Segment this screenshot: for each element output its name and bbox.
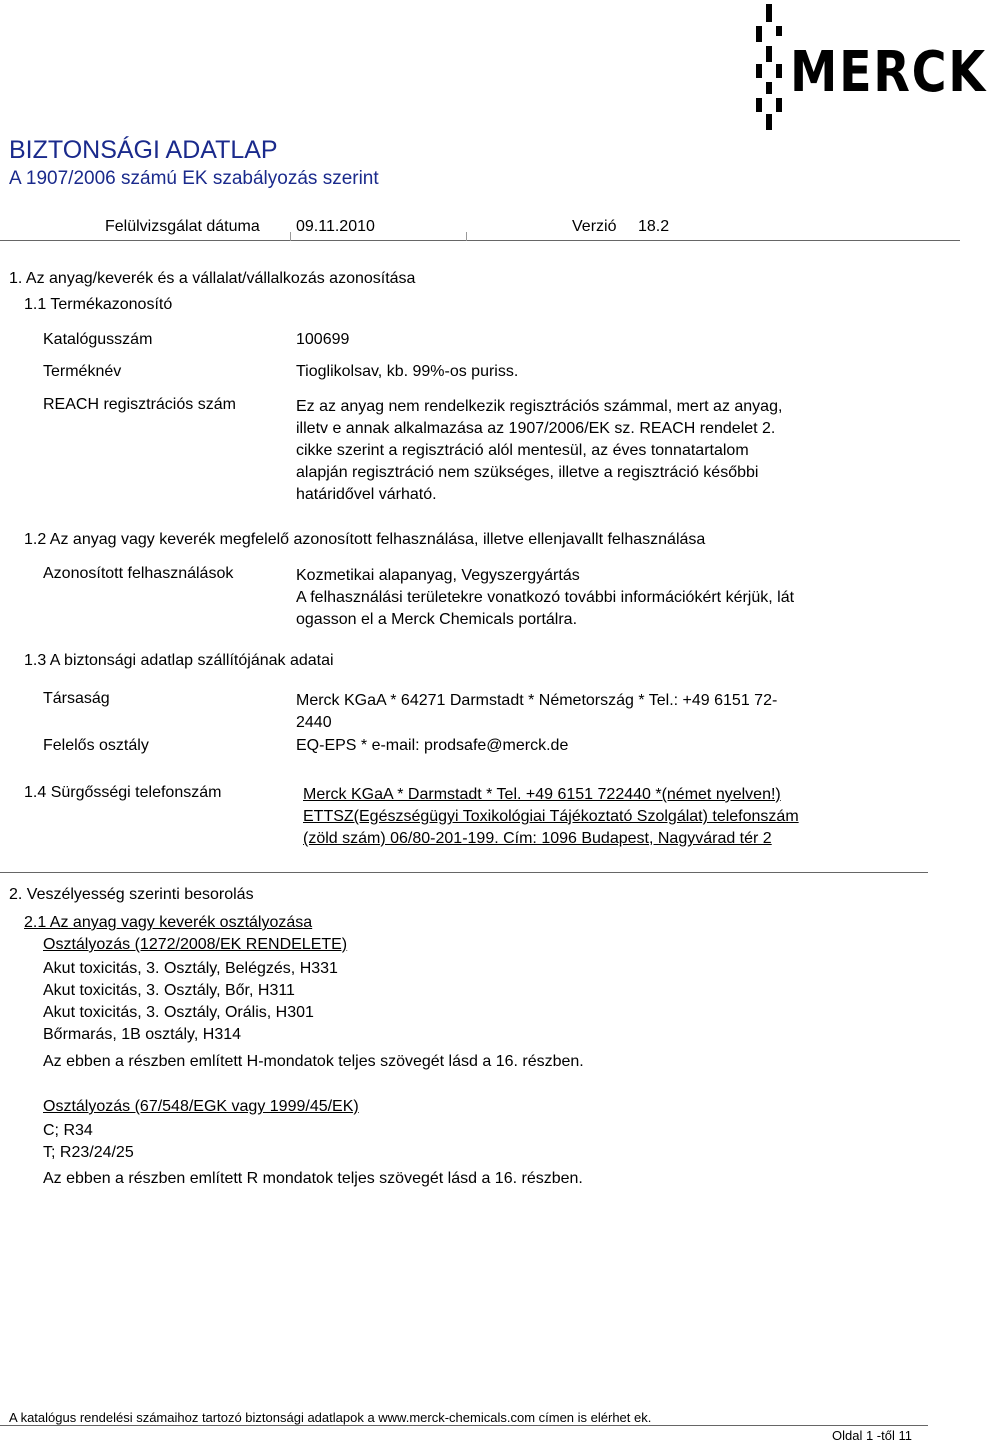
company-text <box>296 690 777 734</box>
dsd-heading: Osztályozás (67/548/EGK vagy 1999/45/EK) <box>43 1098 359 1115</box>
page-number: Oldal 1 -től 11 <box>832 1428 912 1443</box>
tick-mark <box>466 232 467 241</box>
department-value: EQ-EPS * e-mail: prodsafe@merck.de <box>296 737 569 754</box>
emergency-text <box>303 784 799 850</box>
uses-text <box>296 565 794 631</box>
department-label: Felelős osztály <box>43 737 149 754</box>
list-item: Akut toxicitás, 3. Osztály, Belégzés, H331 <box>43 960 338 977</box>
text-line: Kozmetikai alapanyag, Vegyszergyártás <box>296 567 580 584</box>
revision-date-value: 09.11.2010 <box>296 218 375 235</box>
tick-mark <box>290 232 291 241</box>
list-item: Akut toxicitás, 3. Osztály, Orális, H301 <box>43 1004 314 1021</box>
revision-date-label: Felülvizsgálat dátuma <box>105 218 260 235</box>
section-1-1-heading: 1.1 Termékazonosító <box>24 296 173 313</box>
text-line: határidővel várható. <box>296 486 437 503</box>
text-line: Merck KGaA * Darmstadt * Tel. +49 6151 722440 *(német nyelven!) <box>303 786 781 803</box>
section-2-1-heading: 2.1 Az anyag vagy keverék osztályozása <box>24 914 313 931</box>
text-line: illetv e annak alkalmazása az 1907/2006/EK sz. REACH rendelet 2. <box>296 420 776 437</box>
product-value: Tioglikolsav, kb. 99%-os puriss. <box>296 363 519 380</box>
text-line: cikke szerint a regisztráció alól mentesül, az éves tonnatartalom <box>296 442 749 459</box>
section-1-3-heading: 1.3 A biztonsági adatlap szállítójának adatai <box>24 652 334 669</box>
uses-label: Azonosított felhasználások <box>43 565 234 582</box>
catalog-label: Katalógusszám <box>43 331 153 348</box>
catalog-value: 100699 <box>296 331 350 348</box>
version-label: Verzió <box>572 218 617 235</box>
dsd-list <box>43 1120 134 1164</box>
company-label: Társaság <box>43 690 110 707</box>
merck-wordmark: MERCK <box>790 40 987 105</box>
list-item: T; R23/24/25 <box>43 1144 134 1161</box>
text-line: Merck KGaA * 64271 Darmstadt * Németország * Tel.: +49 6151 72- <box>296 692 778 709</box>
footer-divider <box>0 1425 928 1426</box>
section-1-heading: 1. Az anyag/keverék és a vállalat/vállalkozás azonosítása <box>9 270 416 287</box>
list-item: Bőrmarás, 1B osztály, H314 <box>43 1026 242 1043</box>
footer-note: A katalógus rendelési számaihoz tartozó biztonsági adatlapok a www.merck-chemicals.com címen is elérhet ek. <box>9 1410 652 1425</box>
clp-note: Az ebben a részben említett H-mondatok teljes szövegét lásd a 16. részben. <box>43 1053 584 1070</box>
section-1-2-heading: 1.2 Az anyag vagy keverék megfelelő azonosított felhasználása, illetve ellenjavallt felhasználása <box>24 531 706 548</box>
reach-text <box>296 396 782 506</box>
clp-heading: Osztályozás (1272/2008/EK RENDELETE) <box>43 936 348 953</box>
section-divider <box>0 872 928 873</box>
version-value: 18.2 <box>638 218 670 235</box>
dsd-note: Az ebben a részben említett R mondatok teljes szövegét lásd a 16. részben. <box>43 1170 583 1187</box>
text-line: Ez az anyag nem rendelkezik regisztrációs számmal, mert az anyag, <box>296 398 783 415</box>
section-2-heading: 2. Veszélyesség szerinti besorolás <box>9 886 254 903</box>
text-line: (zöld szám) 06/80-201-199. Cím: 1096 Budapest, Nagyvárad tér 2 <box>303 830 772 847</box>
header-divider <box>0 240 960 241</box>
document-title: BIZTONSÁGI ADATLAP <box>9 136 278 164</box>
text-line: ETTSZ(Egészségügyi Toxikológiai Tájékoztató Szolgálat) telefonszám <box>303 808 799 825</box>
text-line: ogasson el a Merck Chemicals portálra. <box>296 611 578 628</box>
reach-label: REACH regisztrációs szám <box>43 396 236 413</box>
text-line: 2440 <box>296 714 332 731</box>
section-1-4-heading: 1.4 Sürgősségi telefonszám <box>24 784 222 801</box>
text-line: A felhasználási területekre vonatkozó további információkért kérjük, lát <box>296 589 795 606</box>
document-subtitle: A 1907/2006 számú EK szabályozás szerint <box>9 168 379 189</box>
list-item: Akut toxicitás, 3. Osztály, Bőr, H311 <box>43 982 295 999</box>
list-item: C; R34 <box>43 1122 93 1139</box>
clp-list <box>43 958 338 1046</box>
product-label: Terméknév <box>43 363 122 380</box>
text-line: alapján regisztráció nem szükséges, illetve a regisztráció későbbi <box>296 464 759 481</box>
